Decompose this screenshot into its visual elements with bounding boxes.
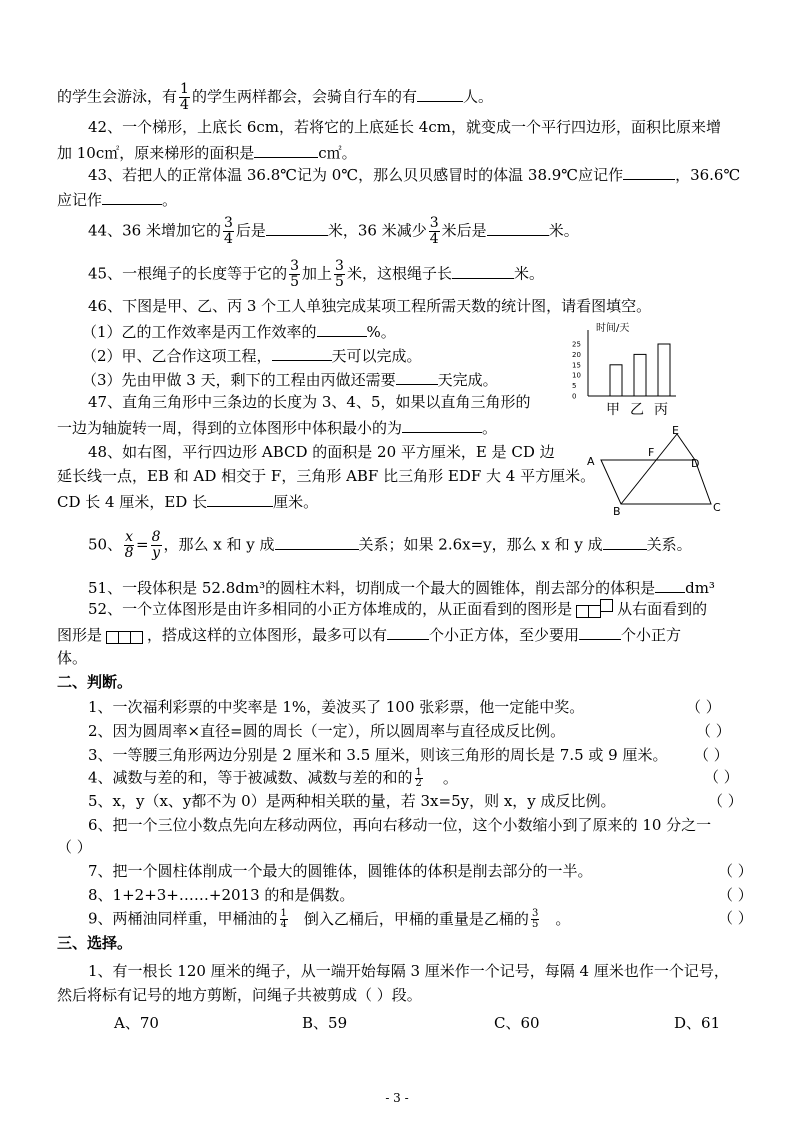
line-1 [57, 82, 493, 113]
text: 7、把一个圆柱体削成一个最大的圆锥体，圆锥体的体积是削去部分的一半。 [88, 862, 593, 880]
fraction-8-over-y [151, 530, 162, 561]
fraction-three-fifths [531, 909, 539, 930]
text: 体。 [57, 649, 88, 667]
q52-line1 [88, 600, 707, 619]
denominator: 2 [415, 778, 422, 789]
text: 8、1+2+3+……+2013 的和是偶数。 [88, 886, 355, 904]
fraction-three-quarters [429, 216, 440, 247]
answer-blank[interactable] [417, 87, 463, 102]
judge-8-answer[interactable]: （ ） [718, 886, 753, 904]
text: 从右面看到的 [617, 600, 708, 618]
text: 米，这根绳子长 [346, 264, 452, 283]
judge-4 [88, 768, 458, 789]
q47-line1 [88, 393, 531, 411]
line-eb [621, 434, 677, 504]
text: 1、有一根长 120 厘米的绳子，从一端开始每隔 3 厘米作一个记号，每隔 4 厘米也作一个记号， [88, 962, 729, 980]
q42-line1 [88, 118, 721, 136]
text: 的学生两样都会，会骑自行车的有 [191, 87, 417, 106]
option-a[interactable]: A、70 [114, 1014, 159, 1032]
front-view-icon [576, 601, 613, 619]
text: 米后是 [441, 221, 487, 240]
text: c㎡。 [318, 144, 357, 162]
text: 加上 [302, 264, 333, 283]
text: 5、x，y（x、y都不为 0）是两种相关联的量，若 3x=5y，则 x，y 成反比例。 [88, 792, 616, 810]
bars [610, 344, 670, 396]
y-tick-label: 0 [572, 392, 577, 401]
denominator: 8 [124, 545, 134, 561]
text: 然后将标有记号的地方剪断，问绳子共被剪成（ ）段。 [57, 986, 422, 1004]
text: （2）甲、乙合作这项工程， [82, 347, 272, 365]
judge-6 [88, 816, 711, 834]
numerator: 1 [415, 767, 422, 778]
judge-3 [88, 746, 668, 764]
fraction-one-half [415, 768, 423, 789]
label-e: E [672, 424, 679, 437]
text: 米。 [548, 221, 579, 240]
q44 [88, 216, 579, 247]
text: 47、直角三角形中三条边的长度为 3、4、5，如果以直角三角形的 [88, 393, 531, 411]
text: 个小正方 [621, 626, 682, 644]
text: 加 10c㎡，原来梯形的面积是 [57, 144, 255, 162]
answer-blank[interactable] [275, 535, 359, 550]
answer-blank[interactable] [102, 190, 162, 205]
answer-blank[interactable] [387, 625, 429, 640]
label-b: B [613, 505, 621, 516]
y-ticks [572, 341, 581, 401]
x-categories [606, 402, 668, 418]
text: 6、把一个三位小数点先向左移动两位，再向右移动一位，这个小数缩小到了原来的 10 分之一 [88, 816, 712, 834]
text: 。 [442, 768, 458, 787]
bar [634, 354, 646, 396]
text: 关系。 [646, 535, 692, 554]
q46 [88, 297, 651, 315]
answer-blank[interactable] [579, 625, 621, 640]
parallelogram-figure [585, 424, 727, 516]
section-judgement-heading [57, 673, 132, 691]
x-category-label: 乙 [630, 402, 644, 418]
judge-2 [88, 722, 565, 740]
q48-line3 [57, 492, 318, 511]
equals-sign: = [136, 535, 149, 554]
choice-1-line2 [57, 986, 422, 1004]
text: 9、两桶油同样重，甲桶油的 [88, 909, 278, 928]
judge-6-answer[interactable] [57, 838, 92, 856]
judge-1-answer[interactable]: （ ） [686, 698, 721, 716]
text: 52、一个立体图形是由许多相同的小正方体堆成的，从正面看到的图形是 [88, 600, 573, 618]
text: 1、一次福利彩票的中奖率是 1%，姜波买了 100 张彩票，他一定能中奖。 [88, 698, 585, 716]
q43-line1 [88, 165, 740, 184]
judge-7 [88, 862, 593, 880]
text: ，那么 x 和 y 成 [163, 535, 275, 554]
text: 二、判断。 [57, 673, 133, 691]
denominator: 4 [223, 231, 233, 247]
text: 。 [162, 191, 178, 209]
numerator: 3 [335, 258, 344, 274]
judge-8 [88, 886, 354, 904]
q42-line2 [57, 143, 357, 162]
text: 42、一个梯形，上底长 6cm，若将它的上底延长 4cm，就变成一个平行四边形，面积比原来增 [88, 118, 721, 136]
numerator: 1 [280, 908, 287, 919]
text: 4、减数与差的和，等于被减数、减数与差的和的 [88, 768, 413, 787]
q47-line2 [57, 418, 497, 437]
choice-1-line1 [88, 962, 729, 980]
answer-blank[interactable] [272, 346, 332, 361]
text: 48、如右图，平行四边形 ABCD 的面积是 20 平方厘米，E 是 CD 边 [88, 443, 555, 461]
text: ，36.6℃ [675, 166, 741, 184]
text: 三、选择。 [57, 934, 133, 952]
q45 [88, 259, 544, 290]
q43-line2 [57, 190, 177, 209]
denominator: 5 [335, 274, 344, 290]
text: 应记作 [57, 191, 103, 209]
numerator: 3 [429, 215, 439, 231]
section-choice-heading [57, 934, 132, 952]
judge-9-answer[interactable]: （ ） [718, 909, 753, 927]
text: 3、一等腰三角形两边分别是 2 厘米和 3.5 厘米，则该三角形的周长是 7.5 或 9 厘米。 [88, 746, 668, 764]
q46-1 [82, 322, 396, 341]
text: 图形是 [57, 626, 103, 644]
q48-line1 [88, 443, 555, 461]
text: （1）乙的工作效率是丙工作效率的 [82, 323, 317, 341]
text: 米，36 米减少 [327, 221, 427, 240]
q52-line3 [57, 649, 87, 667]
denominator: 5 [290, 274, 300, 290]
text: 2、因为圆周率×直径=圆的周长（一定），所以圆周率与直径成反比例。 [88, 722, 566, 740]
answer-blank[interactable] [254, 143, 318, 158]
fraction-three-fifths [289, 259, 300, 290]
text: ，搭成这样的立体图形，最多可以有 [147, 626, 388, 644]
text: 的学生会游泳，有 [57, 87, 178, 106]
bar [610, 365, 622, 396]
numerator: 3 [290, 258, 300, 274]
answer-blank[interactable] [402, 418, 482, 433]
text: 厘米。 [273, 493, 319, 511]
page-number: - 3 - [385, 1091, 409, 1105]
answer-blank[interactable] [603, 535, 647, 550]
y-tick-label: 15 [572, 361, 581, 370]
bar-chart [568, 320, 678, 420]
answer-blank[interactable] [396, 370, 438, 385]
denominator: 5 [531, 919, 539, 930]
text: 天完成。 [437, 371, 498, 389]
denominator: 4 [429, 231, 439, 247]
text: （3）先由甲做 3 天，剩下的工程由丙做还需要 [82, 371, 396, 389]
text: 45、一根绳子的长度等于它的 [88, 264, 288, 283]
q51 [88, 578, 715, 597]
numerator: 3 [531, 908, 539, 919]
judge-3-answer[interactable]: （ ） [694, 746, 729, 764]
text: 46、下图是甲、乙、丙 3 个工人单独完成某项工程所需天数的统计图，请看图填空。 [88, 297, 652, 315]
x-category-label: 丙 [654, 402, 668, 418]
option-c[interactable]: C、60 [494, 1014, 540, 1032]
x-category-label: 甲 [606, 402, 620, 418]
right-view-icon [106, 627, 143, 645]
answer-blank[interactable] [266, 221, 328, 236]
numerator: x [125, 529, 133, 545]
denominator: 4 [180, 97, 189, 113]
text: 一边为轴旋转一周，得到的立体图形中体积最小的为 [57, 419, 403, 437]
answer-blank[interactable] [623, 165, 675, 180]
text: dm³ [685, 579, 715, 597]
q46-3 [82, 370, 498, 389]
label-c: C [713, 501, 721, 514]
q50 [88, 530, 692, 561]
text: 延长线一点，EB 和 AD 相交于 F，三角形 ABF 比三角形 EDF 大 4 平方厘米。 [57, 467, 596, 485]
text: CD 长 4 厘米，ED 长 [57, 493, 208, 511]
answer-blank[interactable] [317, 322, 367, 337]
q52-line2 [57, 625, 681, 645]
label-d: D [691, 457, 700, 470]
y-tick-label: 25 [572, 340, 581, 349]
text: 天可以完成。 [331, 347, 422, 365]
chart-title: 时间/天 [596, 323, 630, 334]
judge-1 [88, 698, 584, 716]
bar [658, 344, 670, 396]
fraction-three-fifths [334, 259, 345, 290]
numerator: 3 [223, 215, 233, 231]
text: （ ） [57, 838, 92, 856]
y-tick-label: 20 [572, 350, 581, 359]
text: 44、36 米增加它的 [88, 221, 221, 240]
text: 51、一段体积是 52.8dm³的圆柱木料，切削成一个最大的圆锥体，削去部分的体积是 [88, 579, 656, 597]
y-tick-label: 5 [572, 382, 577, 391]
text: 。 [482, 419, 498, 437]
text: 后是 [235, 221, 266, 240]
text: 。 [555, 909, 571, 928]
label-a: A [587, 455, 595, 468]
judge-4-answer[interactable]: （ ） [704, 768, 739, 786]
denominator: 4 [280, 919, 287, 930]
judge-2-answer[interactable]: （ ） [696, 722, 731, 740]
fraction-three-quarters [223, 216, 234, 247]
numerator: 1 [180, 81, 189, 97]
text: 倒入乙桶后，甲桶的重量是乙桶的 [303, 909, 529, 928]
text: 关系；如果 2.6x=y，那么 x 和 y 成 [358, 535, 603, 554]
answer-blank[interactable] [207, 492, 273, 507]
y-tick-label: 10 [572, 371, 581, 380]
judge-5-answer[interactable]: （ ） [708, 792, 743, 810]
q46-2 [82, 346, 422, 365]
text: 人。 [462, 87, 493, 106]
answer-blank[interactable] [655, 578, 685, 593]
fraction-one-quarter [280, 909, 288, 930]
text: %。 [366, 323, 396, 341]
text: 个小正方体，至少要用 [429, 626, 580, 644]
text: 米。 [513, 264, 544, 283]
judge-5 [88, 792, 616, 810]
text: 50、 [88, 535, 123, 554]
option-d[interactable]: D、61 [674, 1014, 721, 1032]
q48-line2 [57, 467, 595, 485]
answer-blank[interactable] [487, 221, 549, 236]
answer-blank[interactable] [452, 264, 514, 279]
judge-7-answer[interactable]: （ ） [718, 862, 753, 880]
label-f: F [648, 446, 655, 459]
option-b[interactable]: B、59 [302, 1014, 348, 1032]
text: 43、若把人的正常体温 36.8℃记为 0℃，那么贝贝感冒时的体温 38.9℃应记作 [88, 166, 624, 184]
denominator: y [152, 545, 160, 561]
numerator: 8 [151, 529, 161, 545]
fraction-x-over-8 [124, 530, 134, 561]
judge-9 [88, 909, 570, 930]
fraction-one-quarter [179, 82, 190, 113]
